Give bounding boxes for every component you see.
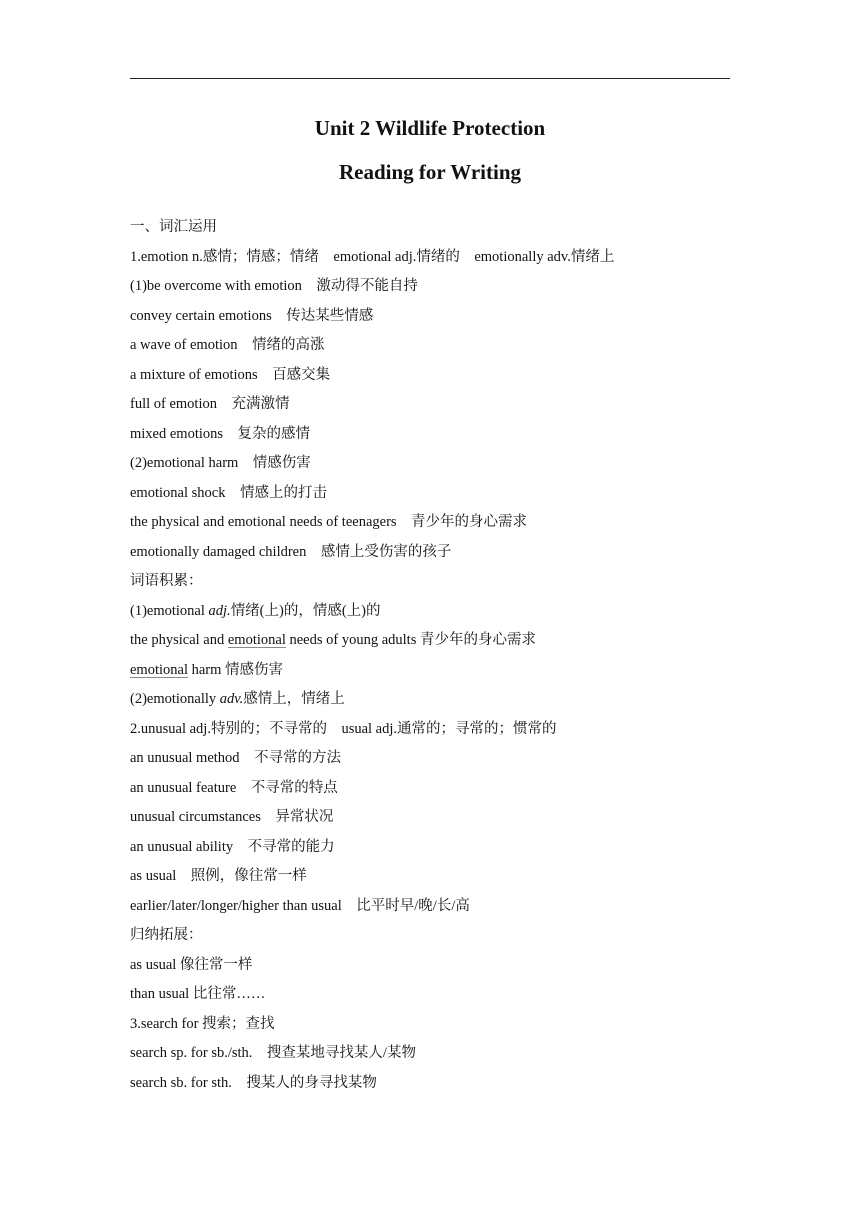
phrase-line: the physical and emotional needs of teenagers 青少年的身心需求 <box>130 514 528 530</box>
phrase-line: unusual circumstances 异常状况 <box>130 809 334 825</box>
subheading-word-accumulation: 词语积累： <box>130 573 203 589</box>
entry-unusual-heading: 2.unusual adj.特别的；不寻常的 usual adj.通常的；寻常的；惯常的 <box>130 720 557 737</box>
phrase-line: earlier/later/longer/higher than usual 比平时早/晚/长/高 <box>130 897 470 914</box>
phrase-line: a mixture of emotions 百感交集 <box>130 366 331 383</box>
document-body <box>130 213 750 1098</box>
phrase-line: an unusual ability 不寻常的能力 <box>130 838 335 855</box>
phrase-line: the physical and emotional needs of young adults 青少年的身心需求 <box>130 632 536 648</box>
phrase-line: an unusual feature 不寻常的特点 <box>130 779 338 796</box>
entry-emotion-heading: 1.emotion n.感情；情感；情绪 emotional adj.情绪的 emotionally adv.情绪上 <box>130 248 615 265</box>
section-heading-vocabulary: 一、词汇运用 <box>130 219 217 235</box>
phrase-line: mixed emotions 复杂的感情 <box>130 425 311 442</box>
phrase-line: an unusual method 不寻常的方法 <box>130 750 342 766</box>
entry-search-for-heading: 3.search for 搜索；查找 <box>130 1015 275 1032</box>
phrase-line: emotional harm 情感伤害 <box>130 661 284 678</box>
phrase-line: than usual 比往常…… <box>130 986 266 1002</box>
header-rule <box>130 78 730 79</box>
phrase-line: as usual 照例，像往常一样 <box>130 868 307 884</box>
phrase-line: a wave of emotion 情绪的高涨 <box>130 337 325 353</box>
phrase-line: (1)emotional adj.情绪(上)的，情感(上)的 <box>130 602 381 619</box>
phrase-line: (2)emotional harm 情感伤害 <box>130 455 311 471</box>
document-subtitle: Reading for Writing <box>338 160 522 184</box>
document-title: Unit 2 Wildlife Protection <box>314 116 546 140</box>
phrase-line: full of emotion 充满激情 <box>130 396 290 412</box>
phrase-line: emotional shock 情感上的打击 <box>130 484 327 501</box>
phrase-line: emotionally damaged children 感情上受伤害的孩子 <box>130 543 452 560</box>
phrase-line: (2)emotionally adv.感情上，情绪上 <box>130 691 345 707</box>
phrase-line: as usual 像往常一样 <box>130 956 253 973</box>
phrase-line: search sp. for sb./sth. 搜查某地寻找某人/某物 <box>130 1045 416 1061</box>
phrase-line: search sb. for sth. 搜某人的身寻找某物 <box>130 1074 377 1091</box>
phrase-line: convey certain emotions 传达某些情感 <box>130 307 374 324</box>
subheading-summary-expansion: 归纳拓展： <box>130 927 203 943</box>
phrase-line: (1)be overcome with emotion 激动得不能自持 <box>130 278 418 294</box>
